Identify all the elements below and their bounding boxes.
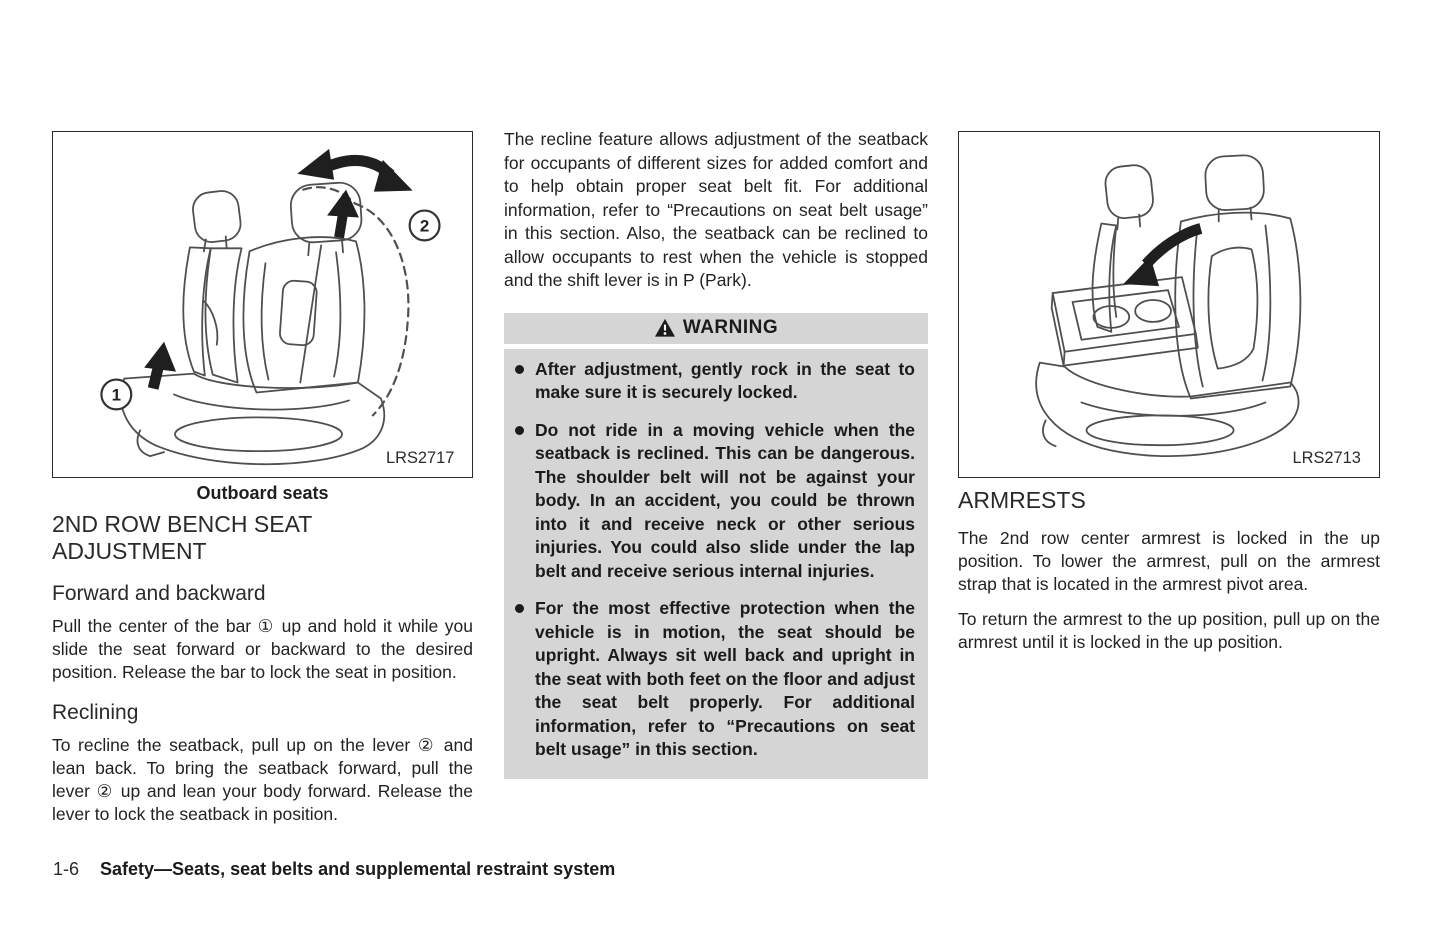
paragraph-armrest-return: To return the armrest to the up position, pull up on the armrest until it is locked in the up position. (958, 609, 1380, 652)
figure-code-label: LRS2713 (1292, 449, 1361, 468)
bullet-icon (515, 365, 524, 374)
warning-header (504, 313, 928, 344)
warning-box (504, 313, 928, 779)
page-footer (53, 859, 615, 880)
right-column (958, 131, 1380, 654)
section-heading-bench-seat: 2ND ROW BENCH SEAT ADJUSTMENT (52, 511, 312, 564)
figure-code-label: LRS2717 (386, 449, 455, 468)
subsection-heading-reclining: Reclining (52, 701, 139, 724)
callout-2 (410, 211, 440, 241)
warning-bullet (515, 419, 915, 584)
footer-chapter-title: Safety—Seats, seat belts and supplemental restraint system (100, 859, 616, 879)
warning-bullet (515, 597, 915, 762)
paragraph-recline-intro: The recline feature allows adjustment of the seatback for occupants of different sizes for added comfort and to help obtain proper seat belt fit. For additional information, refer to “Precautions on seat belt usage” in this section. Also, the seatback can be reclined to allow occupants to rest when the vehicle is stopped and the shift lever is in P (Park). (504, 129, 928, 290)
warning-bullet-text: For the most effective protection when the vehicle is in motion, the seat should be upright. Always sit well back and upright in the seat with both feet on the floor and adjust the seat belt properly. For additional information, refer to “Precautions on seat belt usage” in this section. (535, 598, 915, 759)
bullet-icon (515, 426, 524, 435)
warning-title: WARNING (682, 317, 779, 338)
middle-column (504, 128, 928, 779)
callout-1 (101, 380, 131, 410)
outboard-seats-illustration (53, 132, 472, 477)
section-heading-armrests: ARMRESTS (958, 487, 1086, 513)
armrest-illustration (959, 132, 1379, 477)
footer-page-number: 1-6 (53, 859, 80, 879)
callout-2-label: 2 (419, 216, 430, 236)
paragraph-armrest-lower: The 2nd row center armrest is locked in the up position. To lower the armrest, pull on the armrest strap that is located in the armrest pivot area. (958, 528, 1380, 594)
armrest-fold-arrow-icon (1123, 228, 1201, 286)
warning-bullet-text: After adjustment, gently rock in the seat to make sure it is securely locked. (535, 358, 915, 402)
recline-dashed-outline (355, 204, 408, 416)
subsection-heading-forward-backward: Forward and backward (52, 582, 266, 605)
headrest-up-arrow-icon (327, 190, 359, 238)
warning-icon (654, 318, 676, 338)
figure-outboard-seats (52, 131, 473, 478)
seat-up-arrow-icon (144, 342, 176, 389)
figure-armrest (958, 131, 1380, 478)
warning-bullet (515, 358, 915, 405)
left-column (52, 131, 473, 826)
paragraph-forward-backward: Pull the center of the bar ① up and hold it while you slide the seat forward or backward to the desired position. Release the bar to lock the seat in position. (52, 616, 473, 682)
figure-caption: Outboard seats (196, 483, 329, 503)
callout-1-label: 1 (111, 385, 122, 405)
bullet-icon (515, 604, 524, 613)
paragraph-reclining: To recline the seatback, pull up on the lever ② and lean back. To bring the seatback forward, pull the lever ② up and lean your body forward. Release the lever to lock the seatback in position. (52, 735, 473, 824)
warning-bullet-text: Do not ride in a moving vehicle when the seatback is reclined. This can be dangerous. The shoulder belt will not be against your body. In an accident, you could be thrown into it and receive neck or other serious injuries. You could also slide under the lap belt and receive serious internal injuries. (535, 419, 915, 581)
warning-body (504, 349, 928, 779)
